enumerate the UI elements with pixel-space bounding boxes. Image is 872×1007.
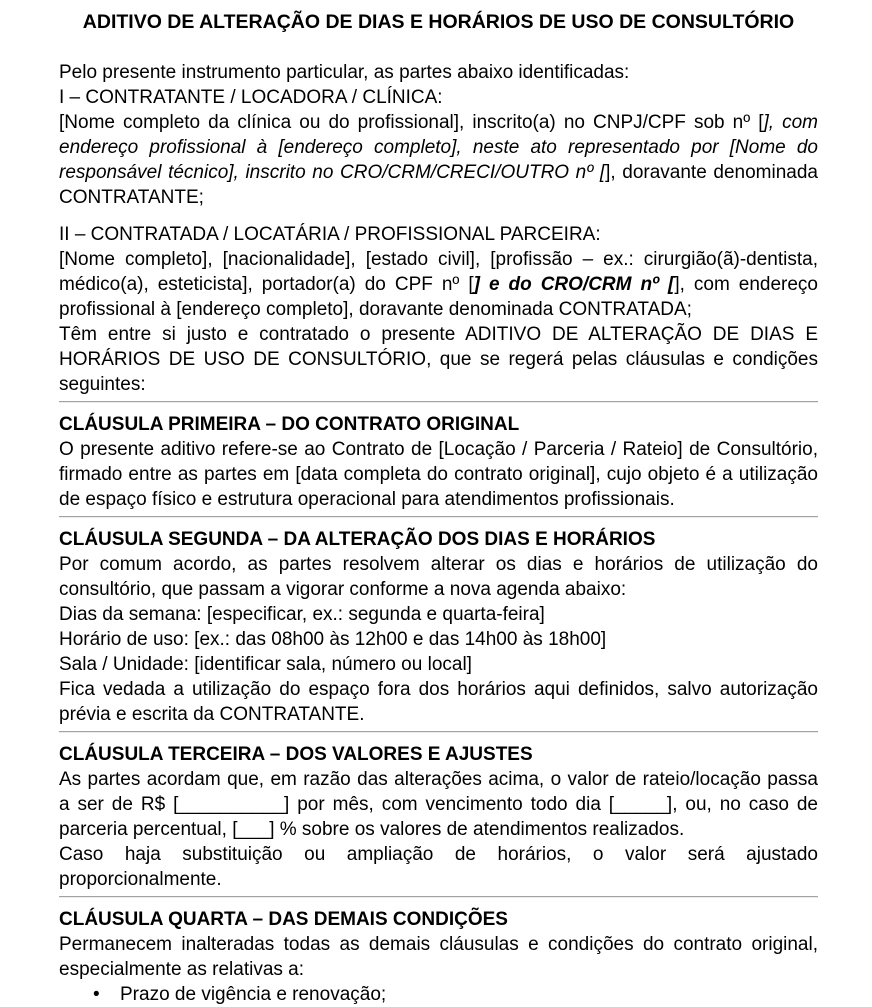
section-divider <box>59 516 818 518</box>
party2-description <box>59 247 818 322</box>
section-divider <box>59 731 818 733</box>
clause-segunda-paragraph: Por comum acordo, as partes resolvem alterar os dias e horários de utilização do consultório, que passam a vigorar conforme a nova agenda abaixo: <box>59 554 818 600</box>
party1-description <box>59 110 818 210</box>
clause-terceira-section <box>59 742 818 892</box>
party1-text-italic: ], com endereço profissional à [endereço completo], neste ato representado por [Nome do responsável técnico], inscrito no CRO/CRM/CRECI/OUTRO nº [ <box>59 112 819 183</box>
party1-text-normal-end: ], doravante denominada CONTRATANTE; <box>59 162 818 208</box>
clause-quarta-section <box>59 907 818 1007</box>
schedule-hours-line: Horário de uso: [ex.: das 08h00 às 12h00 e das 14h00 às 18h00] <box>59 629 607 650</box>
clause-primeira-section <box>59 412 818 512</box>
section-divider <box>59 896 818 898</box>
opening-line: Pelo presente instrumento particular, as partes abaixo identificadas: <box>59 62 630 83</box>
party1-heading: I – CONTRATANTE / LOCADORA / CLÍNICA: <box>59 87 443 108</box>
identification-section <box>59 60 818 397</box>
section-divider <box>59 401 818 403</box>
party2-text-bold-italic: ] e do CRO/CRM nº [ <box>473 274 675 295</box>
clause-segunda-section <box>59 527 818 727</box>
clause-primeira-heading: CLÁUSULA PRIMEIRA – DO CONTRATO ORIGINAL <box>59 414 520 435</box>
party2-heading: II – CONTRATADA / LOCATÁRIA / PROFISSIONAL PARCEIRA: <box>59 224 601 245</box>
document-title: ADITIVO DE ALTERAÇÃO DE DIAS E HORÁRIOS DE USO DE CONSULTÓRIO <box>82 11 795 33</box>
party1-text-normal-start: [Nome completo da clínica ou do profissional], inscrito(a) no CNPJ/CPF sob nº [ <box>59 112 764 133</box>
party2-text-normal-end: ], com endereço profissional à [endereço completo], doravante denominada CONTRATADA; <box>59 274 818 320</box>
list-item: • Prazo de vigência e renovação; <box>93 982 818 1007</box>
clause-terceira-heading: CLÁUSULA TERCEIRA – DOS VALORES E AJUSTES <box>59 744 533 765</box>
clause-terceira-paragraph-adjustment: Caso haja substituição ou ampliação de horários, o valor será ajustado proporcionalmente. <box>59 844 818 890</box>
conditions-list <box>59 982 818 1007</box>
clause-segunda-restriction: Fica vedada a utilização do espaço fora dos horários aqui definidos, salvo autorização prévia e escrita da CONTRATANTE. <box>59 679 818 725</box>
clause-quarta-paragraph: Permanecem inalteradas todas as demais cláusulas e condições do contrato original, especialmente as relativas a: <box>59 934 818 980</box>
schedule-days-line: Dias da semana: [especificar, ex.: segunda e quarta-feira] <box>59 604 545 625</box>
clause-primeira-paragraph: O presente aditivo refere-se ao Contrato de [Locação / Parceria / Rateio] de Consultório, firmado entre as partes em [data completa do contrato original], cujo objeto é a utilização de espaço físico e estrutura operacional para atendimentos profissionais. <box>59 439 818 510</box>
clause-segunda-heading: CLÁUSULA SEGUNDA – DA ALTERAÇÃO DOS DIAS E HORÁRIOS <box>59 529 656 550</box>
clause-quarta-heading: CLÁUSULA QUARTA – DAS DEMAIS CONDIÇÕES <box>59 909 508 930</box>
clause-terceira-paragraph-values: As partes acordam que, em razão das alterações acima, o valor de rateio/locação passa a ser de R$ [__________] por mês, com vencimento todo dia [_____], ou, no caso de parceria percentual, [___] % sobre os valores de atendimentos realizados. <box>59 769 818 840</box>
party2-text-normal-start: [Nome completo], [nacionalidade], [estado civil], [profissão – ex.: cirurgião(ã)-dentista, médico(a), esteticista], portador(a) do CPF nº [ <box>59 249 818 295</box>
agreement-preamble: Têm entre si justo e contratado o presente ADITIVO DE ALTERAÇÃO DE DIAS E HORÁRIOS DE USO DE CONSULTÓRIO, que se regerá pelas cláusulas e condições seguintes: <box>59 324 818 395</box>
schedule-room-line: Sala / Unidade: [identificar sala, número ou local] <box>59 654 472 675</box>
